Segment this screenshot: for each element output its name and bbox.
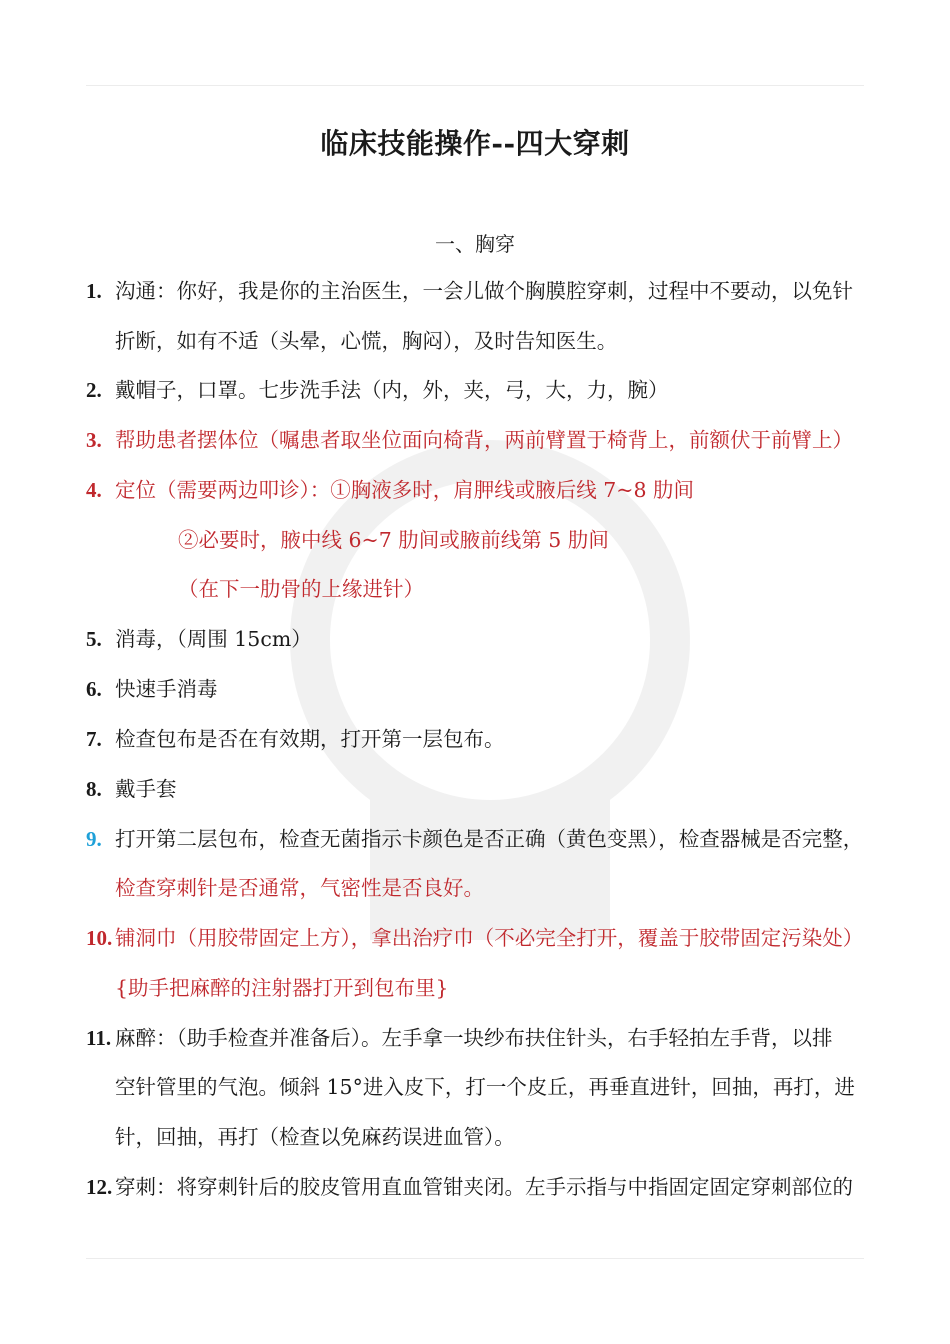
item-text: 定位（需要两边叩诊）：①胸液多时，肩胛线或腋后线 7~8 肋间 [115, 478, 695, 502]
item-number: 10. [86, 926, 113, 950]
item-text: 快速手消毒 [115, 677, 218, 701]
item-number: 4. [86, 478, 102, 502]
item-number: 3. [86, 428, 102, 452]
item-text: 戴帽子，口罩。七步洗手法（内，外，夹，弓，大，力，腕） [115, 378, 669, 402]
item-text: {助手把麻醉的注射器打开到包布里} [115, 976, 449, 1000]
item-text: 折断，如有不适（头晕，心慌，胸闷），及时告知医生。 [115, 329, 618, 353]
item-number: 9. [86, 827, 102, 851]
item-text: 消毒，（周围 15cm） [115, 627, 312, 651]
bottom-divider [86, 1258, 864, 1259]
item-number: 2. [86, 378, 102, 402]
item-text: ②必要时，腋中线 6~7 肋间或腋前线第 5 肋间 [178, 528, 609, 552]
item-text: 空针管里的气泡。倾斜 15°进入皮下，打一个皮丘，再垂直进针，回抽，再打，进 [115, 1075, 855, 1099]
item-number: 5. [86, 627, 102, 651]
item-number: 6. [86, 677, 102, 701]
top-divider [86, 85, 864, 86]
item-text: 打开第二层包布，检查无菌指示卡颜色是否正确（黄色变黑），检查器械是否完整， [115, 827, 864, 851]
item-number: 7. [86, 727, 102, 751]
item-number: 12. [86, 1175, 113, 1199]
item-text: 检查包布是否在有效期，打开第一层包布。 [115, 727, 505, 751]
item-number: 1. [86, 279, 102, 303]
item-text: 铺洞巾（用胶带固定上方），拿出治疗巾（不必完全打开，覆盖于胶带固定污染处） [115, 926, 864, 950]
item-text: （在下一肋骨的上缘进针） [178, 577, 424, 601]
item-text: 沟通：你好，我是你的主治医生，一会儿做个胸膜腔穿刺，过程中不要动，以免针 [115, 279, 853, 303]
item-text: 戴手套 [115, 777, 177, 801]
page-title: 临床技能操作--四大穿刺 [320, 127, 630, 160]
item-text: 检查穿刺针是否通常，气密性是否良好。 [115, 876, 484, 900]
item-text: 针，回抽，再打（检查以免麻药误进血管）。 [115, 1125, 515, 1149]
section-heading: 一、胸穿 [435, 232, 515, 256]
item-number: 8. [86, 777, 102, 801]
item-number: 11. [86, 1026, 112, 1050]
item-text: 麻醉：（助手检查并准备后）。左手拿一块纱布扶住针头，右手轻拍左手背，以排 [115, 1026, 833, 1050]
item-text: 帮助患者摆体位（嘱患者取坐位面向椅背，两前臂置于椅背上，前额伏于前臂上） [115, 428, 853, 452]
item-text: 穿刺：将穿刺针后的胶皮管用直血管钳夹闭。左手示指与中指固定固定穿刺部位的 [115, 1175, 853, 1199]
